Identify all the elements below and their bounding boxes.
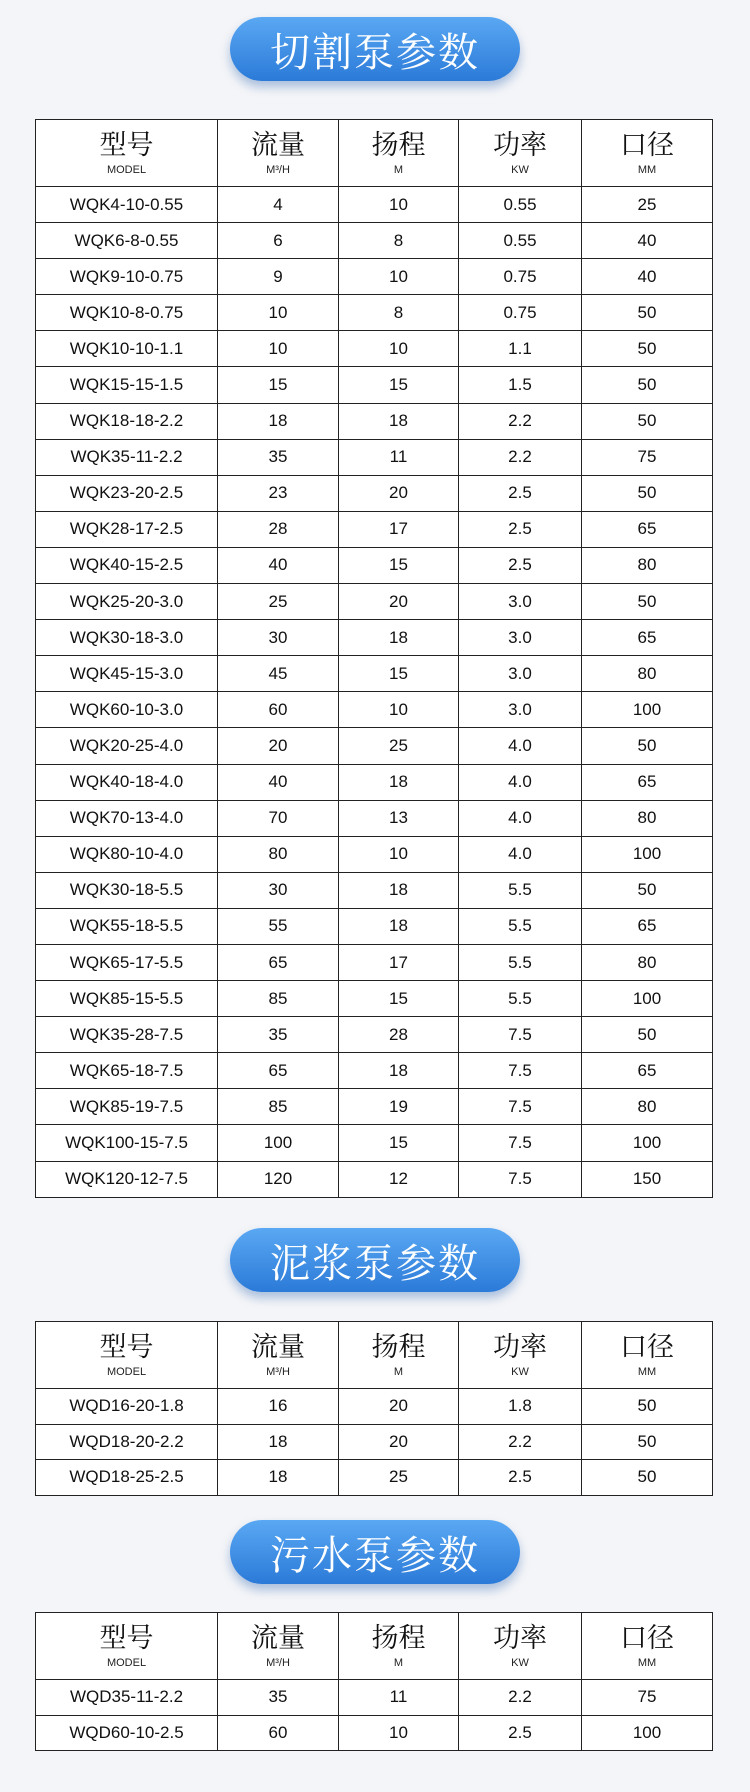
table-cell: 28 [218, 511, 339, 547]
table-row [36, 439, 713, 475]
table-cell: 4.0 [459, 836, 582, 872]
table-cell: 10 [339, 836, 459, 872]
table-cell: 18 [339, 764, 459, 800]
table-cell: 0.75 [459, 259, 582, 295]
table-cell: 4 [218, 187, 339, 223]
column-header-unit: M³/H [266, 164, 290, 176]
column-header [339, 120, 459, 187]
table-cell: 50 [582, 295, 713, 331]
table-cell: 40 [582, 223, 713, 259]
column-header-label: 扬程 [371, 1623, 426, 1654]
table-cell: WQK85-19-7.5 [36, 1089, 218, 1125]
table-cell: 2.5 [459, 511, 582, 547]
table-cell: 2.5 [459, 547, 582, 583]
column-header [36, 1322, 218, 1389]
table-cell: WQK45-15-3.0 [36, 656, 218, 692]
table-cell: 25 [339, 1460, 459, 1496]
column-header-unit: MM [637, 164, 657, 176]
table-cell: WQK15-15-1.5 [36, 367, 218, 403]
table-cell: 85 [218, 981, 339, 1017]
table-cell: WQK120-12-7.5 [36, 1161, 218, 1197]
column-header [36, 1613, 218, 1680]
table-cell: 17 [339, 944, 459, 980]
column-header [36, 120, 218, 187]
table-row [36, 1389, 713, 1425]
table-row [36, 981, 713, 1017]
table-cell: WQK28-17-2.5 [36, 511, 218, 547]
section-title-slurry-pump: 泥浆泵参数 [230, 1228, 520, 1292]
table-cell: 60 [218, 692, 339, 728]
table-cell: 2.5 [459, 1460, 582, 1496]
column-header-label: 型号 [99, 1332, 154, 1363]
table-cell: 40 [582, 259, 713, 295]
table-cell: 3.0 [459, 620, 582, 656]
table-cell: 65 [582, 1053, 713, 1089]
table-cell: 50 [582, 367, 713, 403]
table-cell: 28 [339, 1017, 459, 1053]
table-row [36, 1715, 713, 1751]
cutting-pump-table [35, 119, 713, 1198]
table-cell: 40 [218, 547, 339, 583]
table-cell: 100 [582, 981, 713, 1017]
column-header-unit: M³/H [266, 1657, 290, 1669]
table-cell: 50 [582, 331, 713, 367]
column-header-unit: KW [511, 1366, 529, 1378]
table-cell: WQK6-8-0.55 [36, 223, 218, 259]
table-cell: 18 [218, 403, 339, 439]
table-row [36, 1680, 713, 1716]
table-cell: WQD60-10-2.5 [36, 1715, 218, 1751]
table-cell: 65 [582, 620, 713, 656]
table-cell: 5.5 [459, 872, 582, 908]
table-cell: 50 [582, 403, 713, 439]
table-cell: WQK10-10-1.1 [36, 331, 218, 367]
table-cell: 50 [582, 1389, 713, 1425]
table-cell: 6 [218, 223, 339, 259]
table-row [36, 944, 713, 980]
table-cell: WQK23-20-2.5 [36, 475, 218, 511]
table-cell: 18 [339, 403, 459, 439]
table-cell: 40 [218, 764, 339, 800]
table-row [36, 1053, 713, 1089]
table-cell: 65 [218, 944, 339, 980]
table-cell: WQD18-25-2.5 [36, 1460, 218, 1496]
table-cell: WQK70-13-4.0 [36, 800, 218, 836]
table-header-row [36, 1322, 713, 1389]
column-header-label: 口径 [620, 1623, 674, 1654]
table-cell: 1.1 [459, 331, 582, 367]
table-cell: 10 [339, 331, 459, 367]
column-header-label: 功率 [493, 1332, 547, 1363]
table-cell: 12 [339, 1161, 459, 1197]
table-cell: 100 [582, 836, 713, 872]
table-cell: WQK35-11-2.2 [36, 439, 218, 475]
table-cell: 1.5 [459, 367, 582, 403]
table-cell: 70 [218, 800, 339, 836]
table-cell: 10 [339, 1715, 459, 1751]
table-cell: 75 [582, 439, 713, 475]
table-cell: WQK55-18-5.5 [36, 908, 218, 944]
table-cell: 15 [339, 367, 459, 403]
table-cell: 11 [339, 439, 459, 475]
table-body [36, 187, 713, 1198]
table-row [36, 187, 713, 223]
table-row [36, 584, 713, 620]
column-header [582, 1322, 713, 1389]
table-cell: 2.5 [459, 1715, 582, 1751]
table-cell: 80 [582, 800, 713, 836]
table-cell: WQD35-11-2.2 [36, 1680, 218, 1716]
table-cell: 65 [218, 1053, 339, 1089]
table-cell: 60 [218, 1715, 339, 1751]
table-cell: 2.2 [459, 1424, 582, 1460]
column-header-label: 扬程 [371, 1332, 426, 1363]
column-header-unit: M [393, 164, 404, 176]
table-cell: WQK85-15-5.5 [36, 981, 218, 1017]
table-body [36, 1680, 713, 1751]
table-cell: 16 [218, 1389, 339, 1425]
table-cell: 120 [218, 1161, 339, 1197]
table-cell: 20 [339, 475, 459, 511]
table-cell: 3.0 [459, 584, 582, 620]
table-cell: 15 [339, 981, 459, 1017]
table-row [36, 908, 713, 944]
table-cell: 7.5 [459, 1161, 582, 1197]
section-title-cutting-pump: 切割泵参数 [230, 17, 520, 81]
column-header-label: 扬程 [371, 130, 426, 161]
table-cell: WQK65-18-7.5 [36, 1053, 218, 1089]
table-row [36, 367, 713, 403]
table-cell: 5.5 [459, 908, 582, 944]
table-cell: 50 [582, 728, 713, 764]
sewage-pump-table [35, 1612, 713, 1751]
table-cell: 11 [339, 1680, 459, 1716]
table-row [36, 1460, 713, 1496]
table-row [36, 511, 713, 547]
table-cell: 80 [582, 547, 713, 583]
table-cell: 20 [339, 1424, 459, 1460]
column-header [339, 1613, 459, 1680]
table-cell: 30 [218, 620, 339, 656]
column-header-label: 口径 [620, 1332, 674, 1363]
column-header-unit: M [393, 1657, 404, 1669]
table-row [36, 800, 713, 836]
column-header [339, 1322, 459, 1389]
table-cell: 45 [218, 656, 339, 692]
table-cell: 20 [339, 584, 459, 620]
table-cell: 4.0 [459, 800, 582, 836]
table-cell: 18 [339, 620, 459, 656]
table-cell: 100 [582, 1125, 713, 1161]
table-cell: 35 [218, 439, 339, 475]
table-cell: 19 [339, 1089, 459, 1125]
table-cell: 10 [339, 259, 459, 295]
table-cell: 80 [582, 1089, 713, 1125]
column-header-unit: KW [511, 1657, 529, 1669]
column-header-unit: MODEL [106, 1366, 147, 1378]
column-header-label: 流量 [251, 1332, 305, 1363]
column-header [218, 120, 339, 187]
table-row [36, 764, 713, 800]
table-cell: 7.5 [459, 1125, 582, 1161]
table-row [36, 872, 713, 908]
table-cell: WQK4-10-0.55 [36, 187, 218, 223]
table-cell: 50 [582, 1424, 713, 1460]
table-row [36, 620, 713, 656]
table-cell: 5.5 [459, 981, 582, 1017]
table-row [36, 692, 713, 728]
table-cell: 80 [218, 836, 339, 872]
table-cell: 18 [339, 872, 459, 908]
table-cell: 3.0 [459, 656, 582, 692]
table-cell: WQD16-20-1.8 [36, 1389, 218, 1425]
table-row [36, 1424, 713, 1460]
table-cell: 1.8 [459, 1389, 582, 1425]
table-cell: 100 [582, 692, 713, 728]
table-row [36, 475, 713, 511]
table-row [36, 403, 713, 439]
table-cell: 50 [582, 1460, 713, 1496]
table-cell: 100 [218, 1125, 339, 1161]
column-header-unit: KW [511, 164, 529, 176]
table-row [36, 728, 713, 764]
column-header [218, 1322, 339, 1389]
table-cell: 150 [582, 1161, 713, 1197]
table-row [36, 836, 713, 872]
column-header-label: 型号 [99, 130, 154, 161]
table-cell: 100 [582, 1715, 713, 1751]
column-header-label: 流量 [251, 130, 305, 161]
column-header-label: 口径 [620, 130, 674, 161]
table-row [36, 331, 713, 367]
table-row [36, 295, 713, 331]
table-cell: 2.5 [459, 475, 582, 511]
table-cell: 8 [339, 223, 459, 259]
table-cell: WQK65-17-5.5 [36, 944, 218, 980]
table-cell: 35 [218, 1017, 339, 1053]
table-cell: 50 [582, 584, 713, 620]
table-cell: 25 [339, 728, 459, 764]
table-cell: 0.55 [459, 223, 582, 259]
table-cell: 10 [218, 295, 339, 331]
table-cell: 50 [582, 872, 713, 908]
table-cell: 50 [582, 475, 713, 511]
table-cell: 5.5 [459, 944, 582, 980]
table-cell: 80 [582, 944, 713, 980]
table-cell: 7.5 [459, 1017, 582, 1053]
table-row [36, 1125, 713, 1161]
table-cell: WQK40-15-2.5 [36, 547, 218, 583]
table-cell: 65 [582, 764, 713, 800]
table-cell: 25 [218, 584, 339, 620]
table-cell: 65 [582, 908, 713, 944]
column-header-unit: MODEL [106, 1657, 147, 1669]
table-cell: 10 [218, 331, 339, 367]
table-cell: WQK100-15-7.5 [36, 1125, 218, 1161]
column-header-label: 流量 [251, 1623, 305, 1654]
table-cell: 15 [339, 1125, 459, 1161]
table-cell: 2.2 [459, 1680, 582, 1716]
table-row [36, 656, 713, 692]
table-cell: 35 [218, 1680, 339, 1716]
table-row [36, 223, 713, 259]
table-cell: WQK60-10-3.0 [36, 692, 218, 728]
table-cell: WQK18-18-2.2 [36, 403, 218, 439]
table-cell: 0.55 [459, 187, 582, 223]
table-cell: 15 [339, 656, 459, 692]
table-header-row [36, 120, 713, 187]
table-cell: 15 [218, 367, 339, 403]
column-header-unit: MODEL [106, 164, 147, 176]
table-cell: 4.0 [459, 728, 582, 764]
table-cell: WQK80-10-4.0 [36, 836, 218, 872]
table-row [36, 1089, 713, 1125]
table-cell: 15 [339, 547, 459, 583]
table-cell: 18 [339, 908, 459, 944]
table-cell: 30 [218, 872, 339, 908]
table-cell: 4.0 [459, 764, 582, 800]
table-cell: 17 [339, 511, 459, 547]
column-header-unit: MM [637, 1366, 657, 1378]
table-header-row [36, 1613, 713, 1680]
table-body [36, 1389, 713, 1496]
column-header-unit: M³/H [266, 1366, 290, 1378]
table-row [36, 259, 713, 295]
table-cell: WQK25-20-3.0 [36, 584, 218, 620]
table-cell: 75 [582, 1680, 713, 1716]
column-header [582, 120, 713, 187]
table-cell: 18 [339, 1053, 459, 1089]
column-header [459, 1613, 582, 1680]
table-cell: 8 [339, 295, 459, 331]
table-cell: WQK30-18-5.5 [36, 872, 218, 908]
table-cell: WQK40-18-4.0 [36, 764, 218, 800]
table-cell: 25 [582, 187, 713, 223]
table-cell: WQK30-18-3.0 [36, 620, 218, 656]
slurry-pump-table [35, 1321, 713, 1496]
table-row [36, 1017, 713, 1053]
table-cell: 2.2 [459, 403, 582, 439]
table-cell: 2.2 [459, 439, 582, 475]
table-cell: WQK20-25-4.0 [36, 728, 218, 764]
table-cell: 20 [218, 728, 339, 764]
table-cell: 18 [218, 1424, 339, 1460]
table-cell: 9 [218, 259, 339, 295]
section-title-sewage-pump: 污水泵参数 [230, 1520, 520, 1584]
table-row [36, 1161, 713, 1197]
table-cell: WQK35-28-7.5 [36, 1017, 218, 1053]
table-cell: 18 [218, 1460, 339, 1496]
column-header-unit: MM [637, 1657, 657, 1669]
column-header [582, 1613, 713, 1680]
table-cell: 55 [218, 908, 339, 944]
table-cell: 80 [582, 656, 713, 692]
table-cell: 7.5 [459, 1089, 582, 1125]
column-header [459, 1322, 582, 1389]
column-header-unit: M [393, 1366, 404, 1378]
table-row [36, 547, 713, 583]
column-header-label: 功率 [493, 130, 547, 161]
column-header [459, 120, 582, 187]
table-cell: 13 [339, 800, 459, 836]
table-cell: 0.75 [459, 295, 582, 331]
table-cell: 7.5 [459, 1053, 582, 1089]
table-cell: WQD18-20-2.2 [36, 1424, 218, 1460]
table-cell: WQK10-8-0.75 [36, 295, 218, 331]
column-header [218, 1613, 339, 1680]
column-header-label: 型号 [99, 1623, 154, 1654]
table-cell: 10 [339, 692, 459, 728]
table-cell: 65 [582, 511, 713, 547]
table-cell: 10 [339, 187, 459, 223]
column-header-label: 功率 [493, 1623, 547, 1654]
table-cell: WQK9-10-0.75 [36, 259, 218, 295]
table-cell: 85 [218, 1089, 339, 1125]
table-cell: 3.0 [459, 692, 582, 728]
table-cell: 20 [339, 1389, 459, 1425]
table-cell: 50 [582, 1017, 713, 1053]
table-cell: 23 [218, 475, 339, 511]
